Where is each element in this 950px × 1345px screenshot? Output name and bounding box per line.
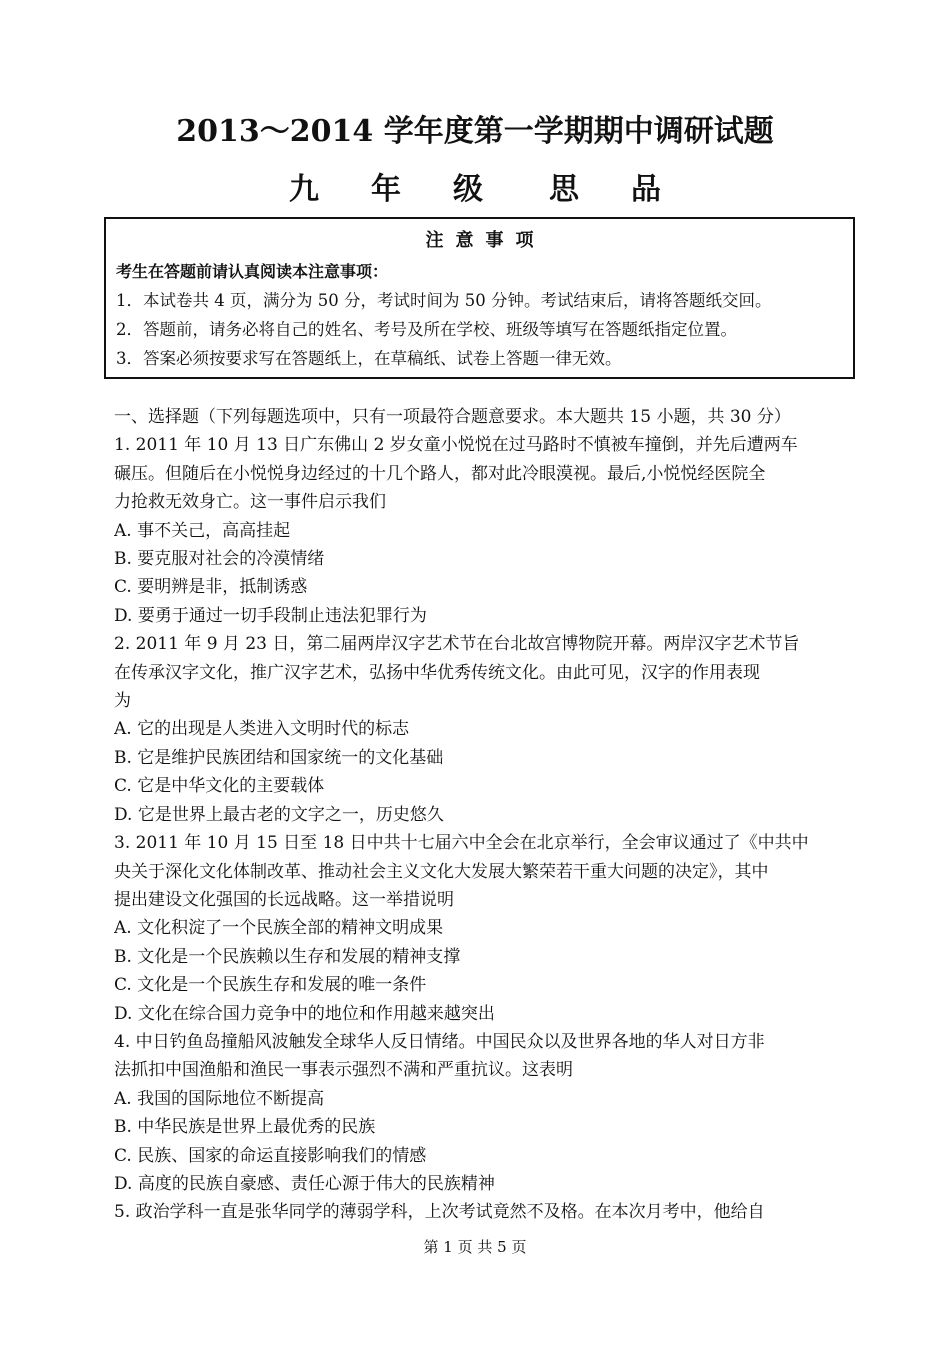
- subtitle-char: 年: [371, 172, 401, 207]
- question-stem-line: 3. 2011 年 10 月 15 日至 18 日中共十七届六中全会在北京举行，全会审议通过了《中共中: [114, 833, 809, 854]
- answer-option: D. 要勇于通过一切手段制止违法犯罪行为: [114, 605, 427, 626]
- notice-item: 2．答题前，请务必将自己的姓名、考号及所在学校、班级等填写在答题纸指定位置。: [116, 320, 737, 339]
- answer-option: B. 文化是一个民族赖以生存和发展的精神支撑: [114, 946, 461, 967]
- notice-title-char: 注: [425, 230, 444, 251]
- answer-option: C. 它是中华文化的主要载体: [114, 776, 325, 797]
- subtitle-char: 思: [549, 172, 579, 207]
- question-stem-line: 提出建设文化强国的长远战略。这一举措说明: [114, 889, 454, 910]
- answer-option: D. 高度的民族自豪感、责任心源于伟大的民族精神: [114, 1173, 495, 1194]
- answer-option: A. 文化积淀了一个民族全部的精神文明成果: [114, 918, 444, 939]
- question-stem-line: 法抓扣中国渔船和渔民一事表示强烈不满和严重抗议。这表明: [114, 1060, 573, 1081]
- answer-option: B. 它是维护民族团结和国家统一的文化基础: [114, 747, 444, 768]
- question-stem-line: 2. 2011 年 9 月 23 日，第二届两岸汉字艺术节在台北故宫博物院开幕。两岸汉字艺术节旨: [114, 634, 800, 655]
- question-stem-line: 为: [114, 691, 131, 712]
- exam-title: 2013～2014 学年度第一学期期中调研试题: [176, 114, 774, 149]
- answer-option: A. 我国的国际地位不断提高: [114, 1088, 325, 1109]
- section-header: 一、选择题（下列每题选项中，只有一项最符合题意要求。本大题共 15 小题，共 30 分）: [114, 407, 791, 427]
- question-stem-line: 力抢救无效身亡。这一事件启示我们: [114, 492, 386, 513]
- answer-option: A. 事不关己，高高挂起: [114, 520, 291, 541]
- exam-subtitle: [0, 170, 950, 210]
- notice-title-char: 事: [485, 230, 504, 251]
- answer-option: D. 文化在综合国力竞争中的地位和作用越来越突出: [114, 1003, 495, 1024]
- notice-item: 3．答案必须按要求写在答题纸上，在草稿纸、试卷上答题一律无效。: [116, 349, 622, 368]
- question-stem-line: 碾压。但随后在小悦悦身边经过的十几个路人，都对此冷眼漠视。最后,小悦悦经医院全: [114, 463, 766, 484]
- answer-option: C. 民族、国家的命运直接影响我们的情感: [114, 1145, 427, 1166]
- notice-item: 1．本试卷共 4 页，满分为 50 分，考试时间为 50 分钟。考试结束后，请将答题纸交回。: [116, 291, 772, 310]
- notice-intro: 考生在答题前请认真阅读本注意事项：: [116, 262, 389, 281]
- question-stem-line: 4. 中日钓鱼岛撞船风波触发全球华人反日情绪。中国民众以及世界各地的华人对日方非: [114, 1031, 765, 1052]
- question-stem-line: 央关于深化文化体制改革、推动社会主义文化大发展大繁荣若干重大问题的决定》，其中: [114, 861, 769, 882]
- notice-title-char: 项: [515, 230, 534, 251]
- subtitle-char: 级: [453, 172, 483, 207]
- question-stem-line: 在传承汉字文化，推广汉字艺术，弘扬中华优秀传统文化。由此可见，汉字的作用表现: [114, 662, 760, 683]
- question-stem-line: 1. 2011 年 10 月 13 日广东佛山 2 岁女童小悦悦在过马路时不慎被车撞倒，并先后遭两车: [114, 435, 798, 456]
- answer-option: C. 文化是一个民族生存和发展的唯一条件: [114, 975, 427, 996]
- subtitle-char: 品: [631, 172, 661, 207]
- subtitle-char: 九: [289, 172, 319, 207]
- notice-title: [106, 227, 853, 255]
- page-footer: 第 1 页 共 5 页: [423, 1238, 527, 1256]
- answer-option: B. 要克服对社会的冷漠情绪: [114, 549, 325, 570]
- notice-title-char: 意: [455, 230, 474, 251]
- answer-option: A. 它的出现是人类进入文明时代的标志: [114, 719, 410, 740]
- answer-option: D. 它是世界上最古老的文字之一，历史悠久: [114, 804, 444, 825]
- notice-box: [104, 217, 855, 379]
- question-stem-line: 5. 政治学科一直是张华同学的薄弱学科，上次考试竟然不及格。在本次月考中，他给自: [114, 1202, 765, 1223]
- question-content: [114, 403, 854, 1227]
- answer-option: B. 中华民族是世界上最优秀的民族: [114, 1117, 376, 1138]
- answer-option: C. 要明辨是非，抵制诱惑: [114, 577, 308, 598]
